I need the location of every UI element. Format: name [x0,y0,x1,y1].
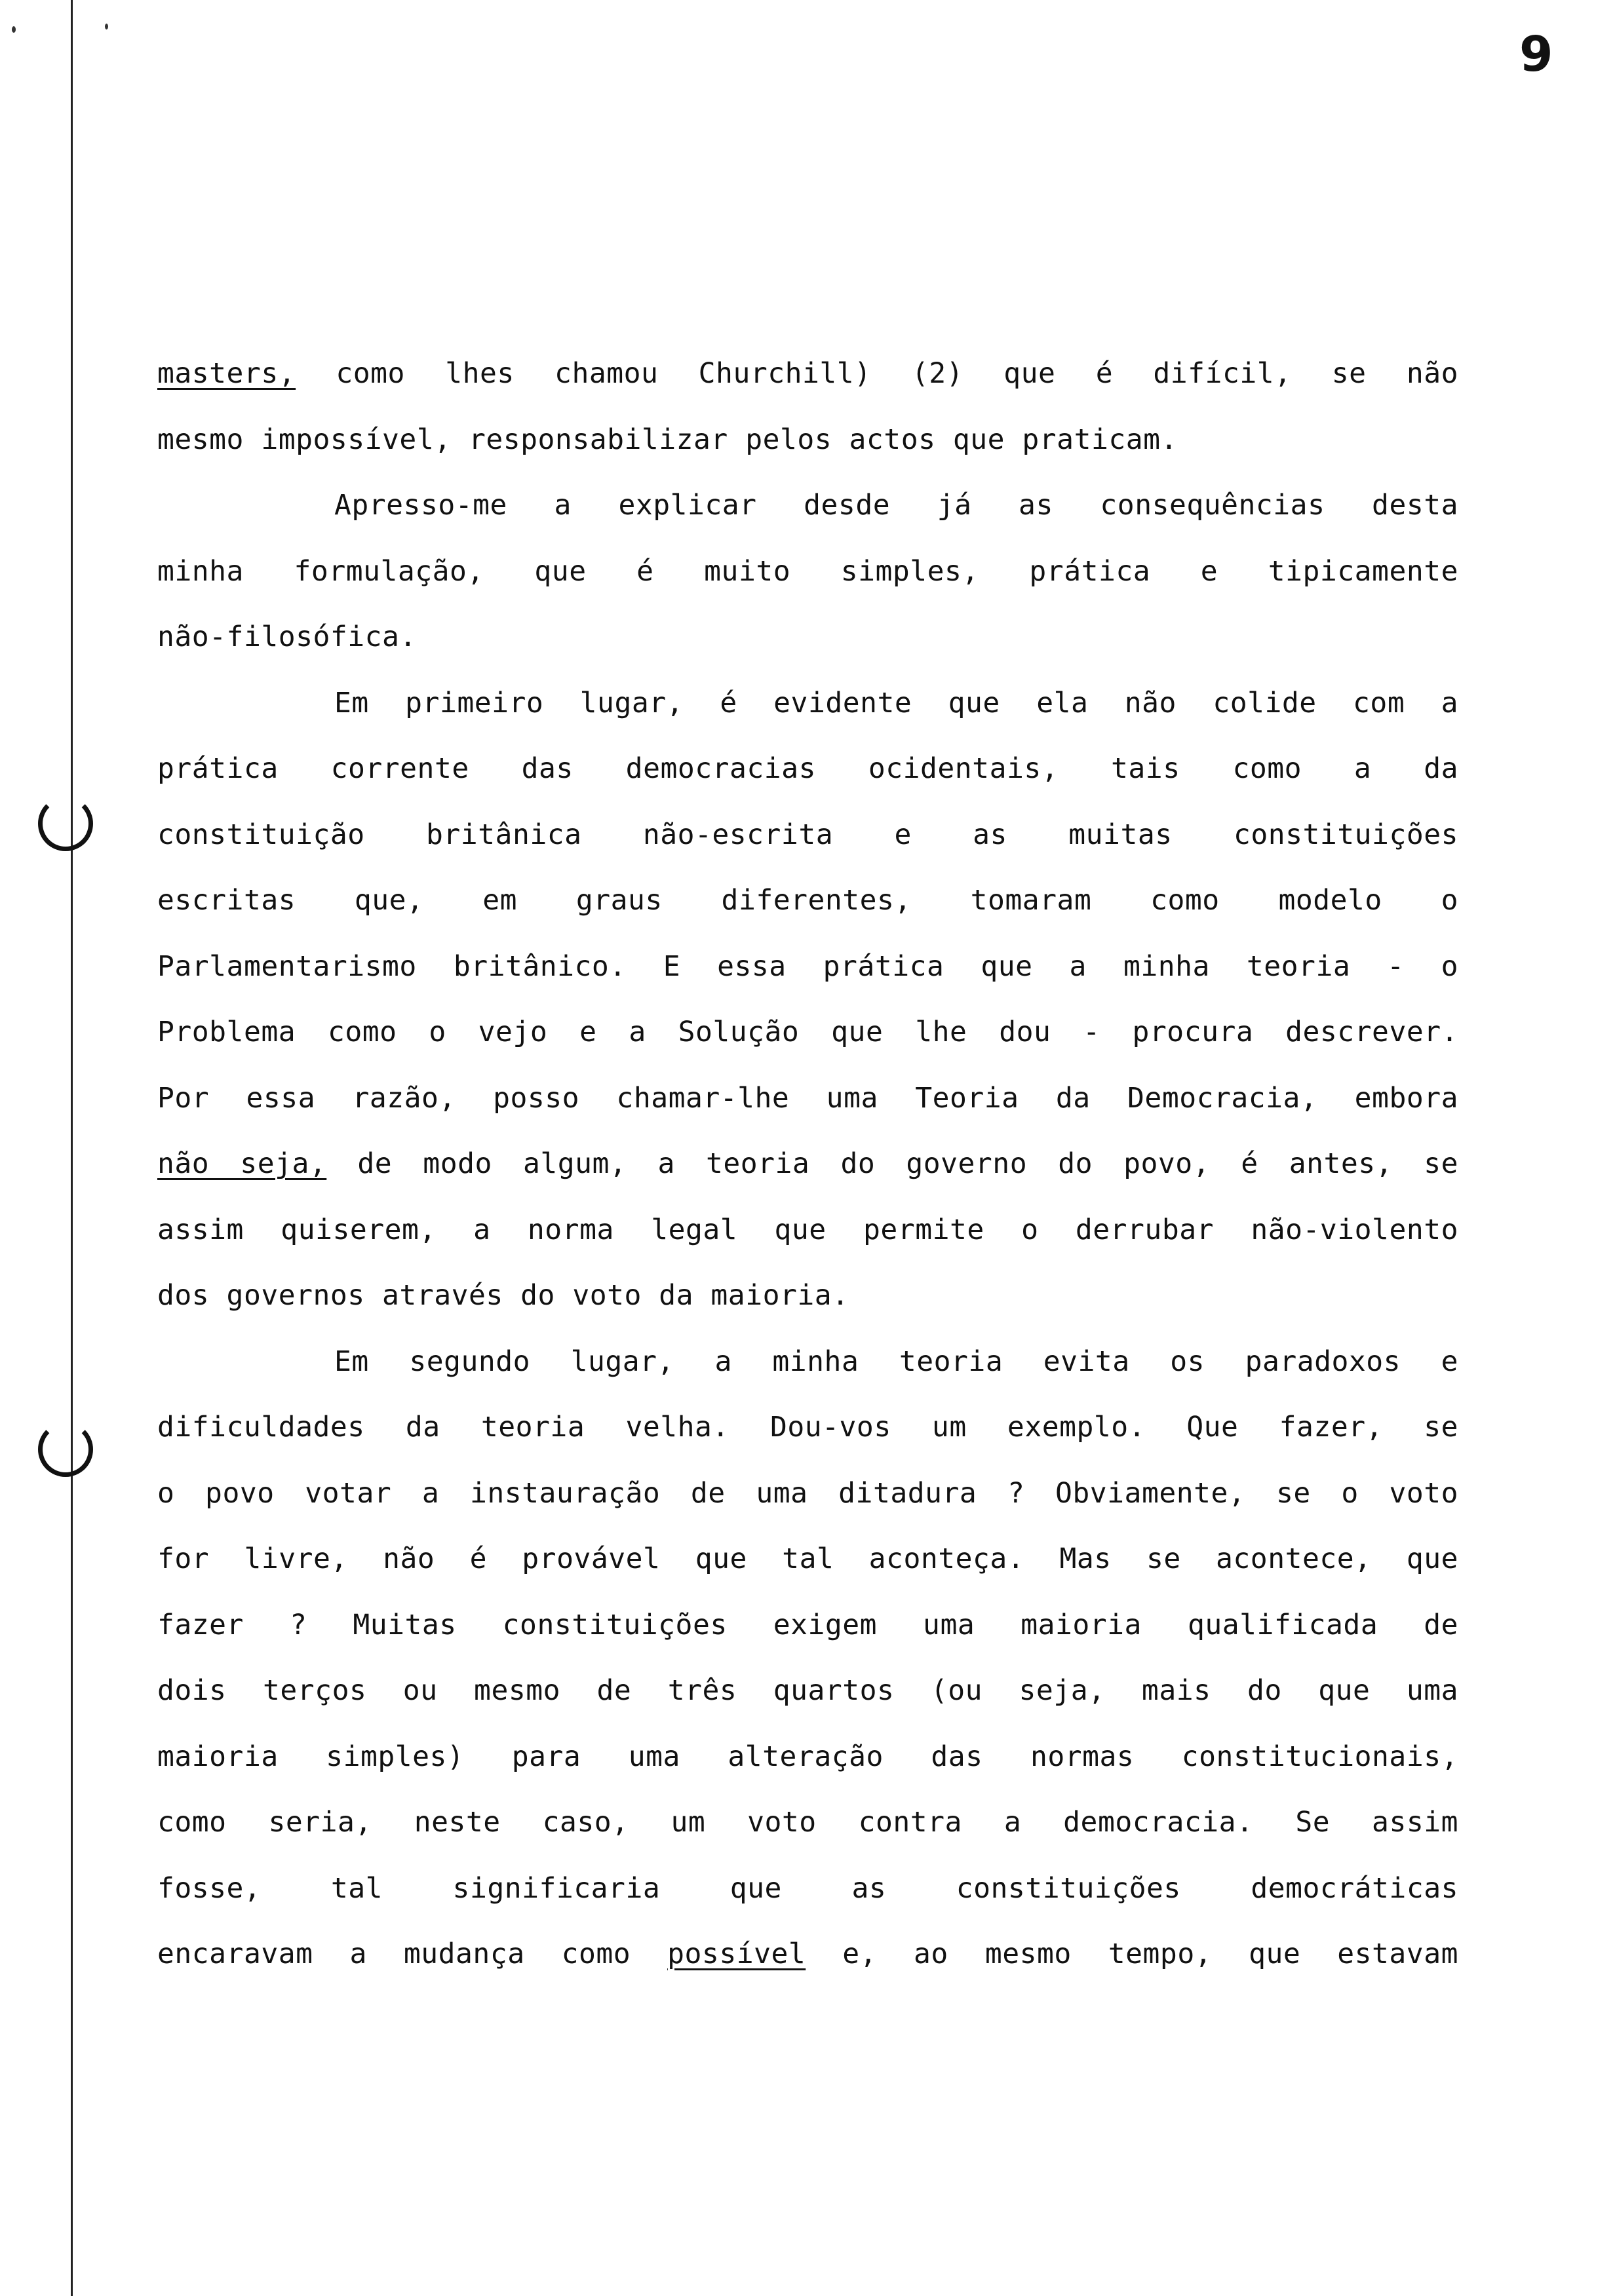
text-line: assim quiserem, a norma legal que permite o derrubar não-violento [157,1213,1458,1246]
paragraph [157,1329,1458,1987]
text-line: prática corrente das democracias ocidentais, tais como a da [157,752,1458,785]
text-line: maioria simples) para uma alteração das normas constitucionais, [157,1740,1458,1773]
binder-hole-mark [38,1422,93,1477]
text-line: dois terços ou mesmo de três quartos (ou seja, mais do que uma [157,1674,1458,1707]
paragraph [157,341,1458,472]
text-line: fazer ? Muitas constituições exigem uma maioria qualificada de [157,1608,1458,1641]
text-line: como seria, neste caso, um voto contra a democracia. Se assim [157,1806,1458,1839]
text-line: o povo votar a instauração de uma ditadura ? Obviamente, se o voto [157,1476,1458,1510]
text-line: não-filosófica. [157,621,417,653]
binder-hole-mark [38,796,93,851]
scan-speck [105,24,108,29]
text-line: minha formulação, que é muito simples, prática e tipicamente [157,554,1458,588]
text-line: Parlamentarismo britânico. E essa prática que a minha teoria - o [157,949,1458,983]
text-line: Em primeiro lugar, é evidente que ela não colide com a [334,686,1458,719]
margin-rule [71,0,73,2296]
text-line: dificuldades da teoria velha. Dou-vos um exemplo. Que fazer, se [157,1411,1458,1444]
text-line: Apresso-me a explicar desde já as consequências desta [334,489,1458,522]
text-line: mesmo impossível, responsabilizar pelos actos que praticam. [157,423,1178,456]
text-line: encaravam a mudança como possível e, ao mesmo tempo, que estavam [157,1938,1458,1970]
text-line: fosse, tal significaria que as constituições democráticas [157,1871,1458,1905]
text-line: dos governos através do voto da maioria. [157,1279,849,1312]
underlined-word: masters, [157,357,296,390]
text-line: for livre, não é provável que tal aconteça. Mas se acontece, que [157,1542,1458,1575]
paragraph [157,670,1458,1329]
paragraph [157,472,1458,670]
text-line: escritas que, em graus diferentes, tomaram como modelo o [157,884,1458,917]
underlined-word: possível [667,1938,806,1970]
text-line: Por essa razão, posso chamar-lhe uma Teoria da Democracia, embora [157,1081,1458,1115]
document-body [157,341,1458,1987]
underlined-word: não seja, [157,1147,327,1180]
scan-speck [12,26,16,33]
text-line: masters, como lhes chamou Churchill) (2) que é difícil, se não [157,357,1458,390]
text-line: não seja, de modo algum, a teoria do governo do povo, é antes, se [157,1147,1458,1180]
text-line: constituição britânica não-escrita e as muitas constituições [157,818,1458,851]
text-line: Problema como o vejo e a Solução que lhe dou - procura descrever. [157,1016,1458,1048]
page-number: 9 [1519,26,1553,83]
text-line: Em segundo lugar, a minha teoria evita os paradoxos e [334,1345,1458,1378]
